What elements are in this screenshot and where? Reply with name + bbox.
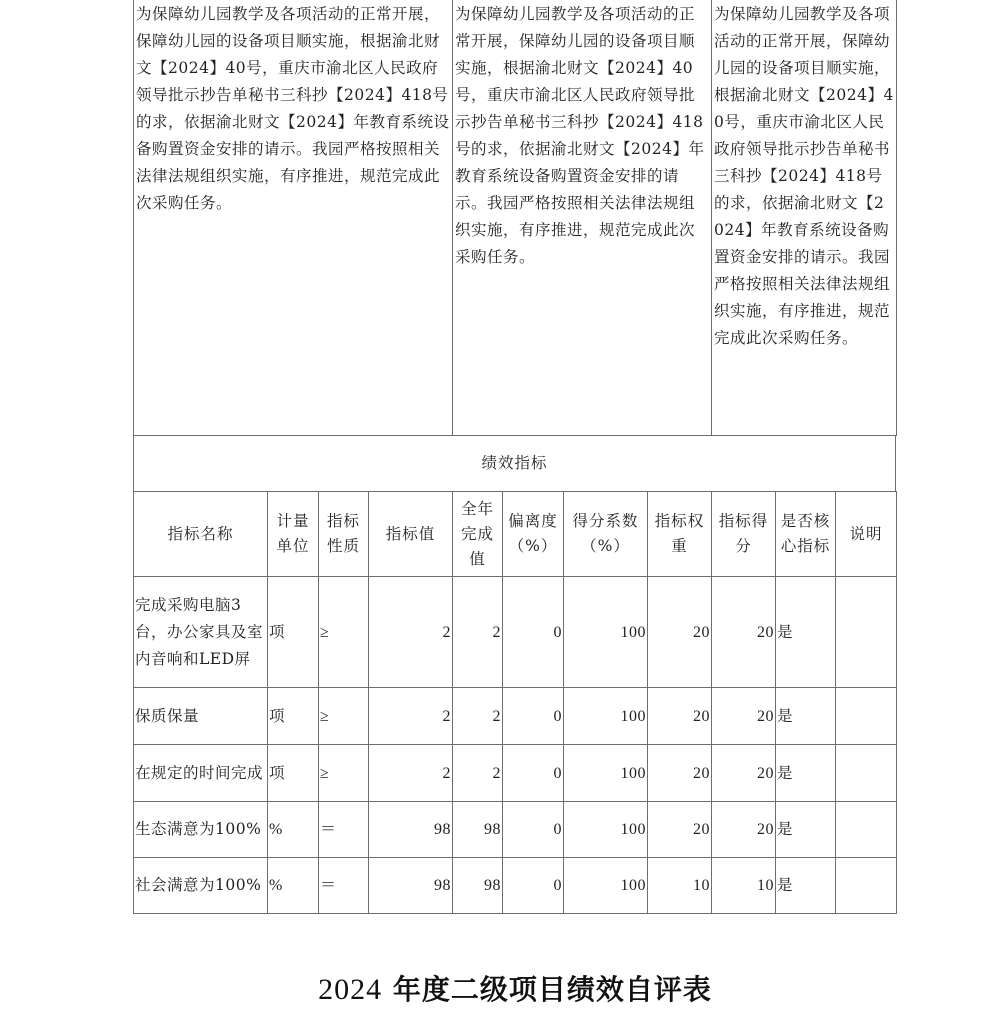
indicator-weight: 20 (648, 577, 712, 688)
indicator-actual: 98 (453, 802, 503, 858)
next-table-title (0, 968, 1000, 1008)
indicator-name: 生态满意为100% (134, 802, 268, 858)
header-actual: 全年完成值 (453, 492, 503, 577)
indicator-target: 2 (369, 577, 453, 688)
indicator-header-row (134, 492, 897, 577)
indicator-coefficient: 100 (564, 745, 648, 802)
indicator-core: 是 (776, 688, 836, 745)
header-core: 是否核心指标 (776, 492, 836, 577)
title-year: 2024 (318, 973, 383, 1006)
description-cell-1: 为保障幼儿园教学及各项活动的正常开展，保障幼儿园的设备项目顺实施，根据渝北财文【2024】40号，重庆市渝北区人民政府领导批示抄告单秘书三科抄【2024】418号的求，依据渝北财文【2024】年教育系统设备购置资金安排的请示。我园严格按照相关法律法规组织实施，有序推进，规范完成此次采购任务。 (134, 0, 453, 436)
indicator-note (836, 858, 897, 914)
description-table (133, 0, 897, 436)
indicator-nature: ＝ (319, 802, 369, 858)
indicator-name: 保质保量 (134, 688, 268, 745)
header-score: 指标得分 (712, 492, 776, 577)
indicator-actual: 2 (453, 688, 503, 745)
indicator-nature: ＝ (319, 858, 369, 914)
description-row (134, 0, 897, 436)
indicator-unit: 项 (268, 577, 319, 688)
indicator-unit: 项 (268, 688, 319, 745)
indicator-unit: % (268, 858, 319, 914)
indicator-score: 20 (712, 688, 776, 745)
description-cell-3: 为保障幼儿园教学及各项活动的正常开展，保障幼儿园的设备项目顺实施，根据渝北财文【2024】40号，重庆市渝北区人民政府领导批示抄告单秘书三科抄【2024】418号的求，依据渝北财文【2024】年教育系统设备购置资金安排的请示。我园严格按照相关法律法规组织实施，有序推进，规范完成此次采购任务。 (712, 0, 897, 436)
header-nature: 指标性质 (319, 492, 369, 577)
indicator-actual: 98 (453, 858, 503, 914)
header-coefficient: 得分系数（%） (564, 492, 648, 577)
indicator-score: 20 (712, 802, 776, 858)
indicator-core: 是 (776, 858, 836, 914)
indicator-coefficient: 100 (564, 577, 648, 688)
title-text: 年度二级项目绩效自评表 (392, 973, 712, 1006)
header-unit: 计量单位 (268, 492, 319, 577)
header-target: 指标值 (369, 492, 453, 577)
indicator-name: 社会满意为100% (134, 858, 268, 914)
indicator-nature: ≥ (319, 688, 369, 745)
indicator-weight: 20 (648, 802, 712, 858)
header-note: 说明 (836, 492, 897, 577)
table-row (134, 858, 897, 914)
indicator-unit: % (268, 802, 319, 858)
description-cell-2: 为保障幼儿园教学及各项活动的正常开展，保障幼儿园的设备项目顺实施，根据渝北财文【2024】40号，重庆市渝北区人民政府领导批示抄告单秘书三科抄【2024】418号的求，依据渝北财文【2024】年教育系统设备购置资金安排的请示。我园严格按照相关法律法规组织实施，有序推进，规范完成此次采购任务。 (453, 0, 712, 436)
indicator-deviation: 0 (503, 802, 564, 858)
indicator-note (836, 802, 897, 858)
indicator-actual: 2 (453, 745, 503, 802)
indicator-weight: 20 (648, 745, 712, 802)
indicator-core: 是 (776, 577, 836, 688)
indicator-name: 完成采购电脑3台，办公家具及室内音响和LED屏 (134, 577, 268, 688)
indicator-nature: ≥ (319, 745, 369, 802)
indicator-note (836, 745, 897, 802)
indicator-coefficient: 100 (564, 858, 648, 914)
indicator-core: 是 (776, 802, 836, 858)
indicator-score: 20 (712, 745, 776, 802)
header-name: 指标名称 (134, 492, 268, 577)
section-header-table (133, 435, 896, 492)
indicator-score: 20 (712, 577, 776, 688)
indicator-target: 2 (369, 745, 453, 802)
indicator-nature: ≥ (319, 577, 369, 688)
indicator-weight: 20 (648, 688, 712, 745)
header-deviation: 偏离度（%） (503, 492, 564, 577)
indicator-note (836, 577, 897, 688)
indicator-actual: 2 (453, 577, 503, 688)
indicator-unit: 项 (268, 745, 319, 802)
indicator-coefficient: 100 (564, 802, 648, 858)
indicator-name: 在规定的时间完成 (134, 745, 268, 802)
indicator-core: 是 (776, 745, 836, 802)
indicator-note (836, 688, 897, 745)
table-row (134, 802, 897, 858)
indicator-coefficient: 100 (564, 688, 648, 745)
table-row (134, 745, 897, 802)
indicator-deviation: 0 (503, 577, 564, 688)
indicator-deviation: 0 (503, 688, 564, 745)
table-row (134, 688, 897, 745)
indicator-table (133, 491, 897, 914)
section-title: 绩效指标 (134, 436, 896, 492)
indicator-target: 2 (369, 688, 453, 745)
indicator-target: 98 (369, 858, 453, 914)
header-weight: 指标权重 (648, 492, 712, 577)
indicator-weight: 10 (648, 858, 712, 914)
table-row (134, 577, 897, 688)
indicator-deviation: 0 (503, 745, 564, 802)
indicator-score: 10 (712, 858, 776, 914)
indicator-target: 98 (369, 802, 453, 858)
indicator-deviation: 0 (503, 858, 564, 914)
